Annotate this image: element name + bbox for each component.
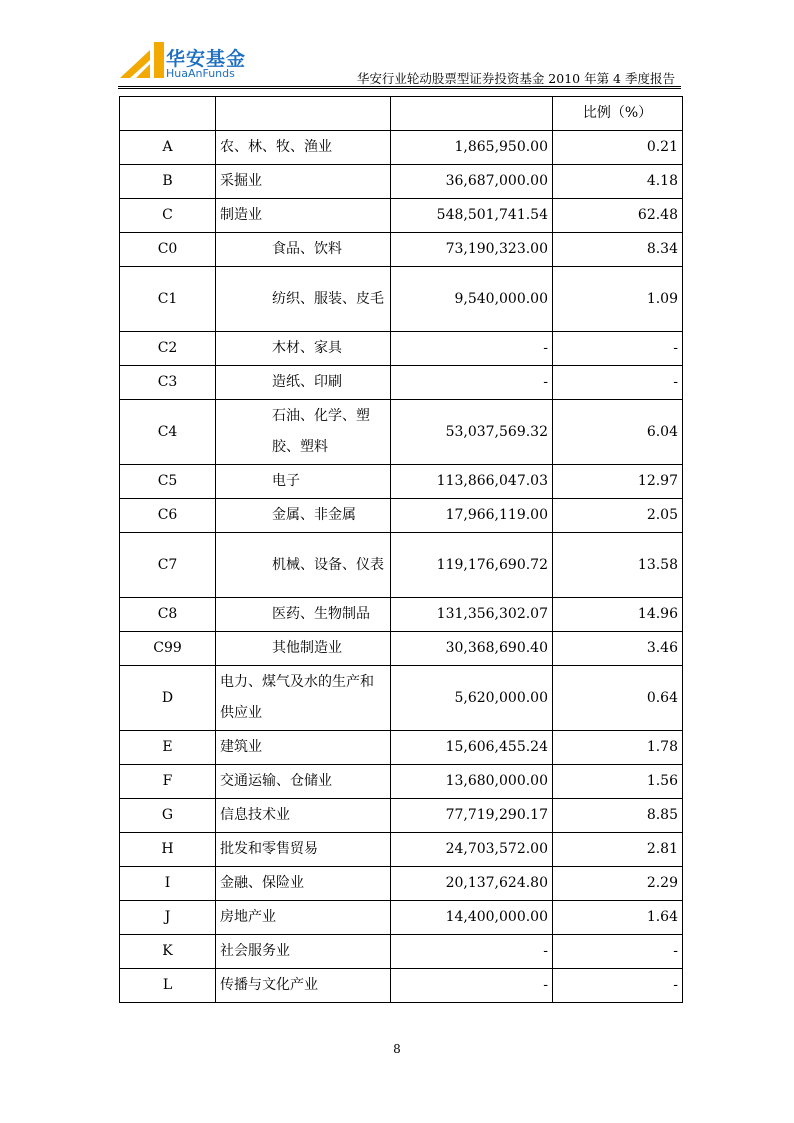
- cell-ratio: 2.05: [553, 499, 683, 533]
- header-divider-secondary: [118, 88, 681, 89]
- table-row: [120, 867, 683, 901]
- document-title: 华安行业轮动股票型证券投资基金 2010 年第 4 季度报告: [356, 71, 675, 86]
- cell-code: F: [120, 765, 216, 799]
- cell-industry: [216, 666, 391, 731]
- cell-ratio: 13.58: [553, 533, 683, 598]
- cell-value: 15,606,455.24: [391, 731, 553, 765]
- industry-allocation-table: [119, 96, 683, 1003]
- table-row: [120, 598, 683, 632]
- cell-industry: 批发和零售贸易: [216, 833, 391, 867]
- cell-industry: 交通运输、仓储业: [216, 765, 391, 799]
- cell-industry: 木材、家具: [216, 332, 391, 366]
- table-row: [120, 969, 683, 1003]
- table-row: [120, 765, 683, 799]
- cell-code: C: [120, 199, 216, 233]
- table-row: [120, 366, 683, 400]
- cell-industry: 建筑业: [216, 731, 391, 765]
- cell-ratio: 8.85: [553, 799, 683, 833]
- cell-ratio: 6.04: [553, 400, 683, 465]
- cell-code: C7: [120, 533, 216, 598]
- cell-code: E: [120, 731, 216, 765]
- table-row: [120, 533, 683, 598]
- cell-value: 113,866,047.03: [391, 465, 553, 499]
- table-row: [120, 833, 683, 867]
- cell-ratio: 1.56: [553, 765, 683, 799]
- cell-industry: 传播与文化产业: [216, 969, 391, 1003]
- cell-industry-text: 纺织、服装、皮毛: [272, 290, 384, 307]
- page-header: [118, 38, 681, 88]
- cell-industry: 信息技术业: [216, 799, 391, 833]
- header-cell-value: [391, 97, 553, 131]
- cell-industry: 医药、生物制品: [216, 598, 391, 632]
- logo-mark-icon: [120, 40, 166, 80]
- cell-industry: 社会服务业: [216, 935, 391, 969]
- cell-industry: 农、林、牧、渔业: [216, 131, 391, 165]
- table-row: [120, 935, 683, 969]
- cell-code: K: [120, 935, 216, 969]
- cell-ratio: -: [553, 935, 683, 969]
- cell-ratio: 12.97: [553, 465, 683, 499]
- cell-value: 1,865,950.00: [391, 131, 553, 165]
- cell-code: C99: [120, 632, 216, 666]
- cell-value: 17,966,119.00: [391, 499, 553, 533]
- cell-value: 53,037,569.32: [391, 400, 553, 465]
- cell-industry: 房地产业: [216, 901, 391, 935]
- cell-code: C4: [120, 400, 216, 465]
- cell-code: L: [120, 969, 216, 1003]
- table-row: [120, 666, 683, 731]
- header-divider: [118, 86, 681, 87]
- header-cell-ratio: 比例（%）: [553, 97, 683, 131]
- cell-industry: 其他制造业: [216, 632, 391, 666]
- cell-code: C1: [120, 267, 216, 332]
- table-row: [120, 731, 683, 765]
- cell-code: J: [120, 901, 216, 935]
- cell-code: C2: [120, 332, 216, 366]
- cell-value: 14,400,000.00: [391, 901, 553, 935]
- cell-value: 131,356,302.07: [391, 598, 553, 632]
- cell-code: C3: [120, 366, 216, 400]
- cell-value: 20,137,624.80: [391, 867, 553, 901]
- table-row: [120, 233, 683, 267]
- cell-code: B: [120, 165, 216, 199]
- cell-code: C8: [120, 598, 216, 632]
- table-row: [120, 131, 683, 165]
- cell-code: C5: [120, 465, 216, 499]
- table-row: [120, 901, 683, 935]
- cell-ratio: 3.46: [553, 632, 683, 666]
- cell-value: 9,540,000.00: [391, 267, 553, 332]
- table-row: [120, 400, 683, 465]
- cell-ratio: 4.18: [553, 165, 683, 199]
- cell-ratio: 0.64: [553, 666, 683, 731]
- table-row: [120, 267, 683, 332]
- cell-industry-text: 石油、化学、塑胶、塑料: [272, 408, 370, 455]
- cell-value: 77,719,290.17: [391, 799, 553, 833]
- cell-value: -: [391, 366, 553, 400]
- cell-value: -: [391, 935, 553, 969]
- header-cell-code: [120, 97, 216, 131]
- company-logo: [118, 38, 258, 84]
- cell-code: C0: [120, 233, 216, 267]
- cell-value: 13,680,000.00: [391, 765, 553, 799]
- table-row: [120, 632, 683, 666]
- table-row: [120, 199, 683, 233]
- table-row: [120, 465, 683, 499]
- cell-value: 73,190,323.00: [391, 233, 553, 267]
- cell-ratio: -: [553, 332, 683, 366]
- cell-ratio: 1.64: [553, 901, 683, 935]
- cell-industry: [216, 267, 391, 332]
- cell-industry: 金属、非金属: [216, 499, 391, 533]
- cell-ratio: 2.81: [553, 833, 683, 867]
- cell-value: 36,687,000.00: [391, 165, 553, 199]
- cell-industry: 电子: [216, 465, 391, 499]
- table-header-row: [120, 97, 683, 131]
- cell-code: A: [120, 131, 216, 165]
- cell-value: 119,176,690.72: [391, 533, 553, 598]
- cell-value: 548,501,741.54: [391, 199, 553, 233]
- table-row: [120, 499, 683, 533]
- cell-ratio: 62.48: [553, 199, 683, 233]
- cell-value: 24,703,572.00: [391, 833, 553, 867]
- cell-code: D: [120, 666, 216, 731]
- cell-ratio: 8.34: [553, 233, 683, 267]
- cell-industry-text: 机械、设备、仪表: [272, 556, 384, 573]
- cell-ratio: 0.21: [553, 131, 683, 165]
- cell-value: -: [391, 332, 553, 366]
- cell-industry: 采掘业: [216, 165, 391, 199]
- cell-industry: 食品、饮料: [216, 233, 391, 267]
- cell-value: 30,368,690.40: [391, 632, 553, 666]
- cell-industry: 金融、保险业: [216, 867, 391, 901]
- cell-industry: [216, 400, 391, 465]
- cell-industry: 制造业: [216, 199, 391, 233]
- cell-value: -: [391, 969, 553, 1003]
- cell-code: I: [120, 867, 216, 901]
- cell-ratio: 2.29: [553, 867, 683, 901]
- page-number: 8: [393, 1042, 401, 1056]
- cell-ratio: 1.78: [553, 731, 683, 765]
- table-row: [120, 165, 683, 199]
- cell-code: H: [120, 833, 216, 867]
- header-cell-industry: [216, 97, 391, 131]
- cell-ratio: 14.96: [553, 598, 683, 632]
- cell-ratio: 1.09: [553, 267, 683, 332]
- cell-industry-text: 电力、煤气及水的生产和供应业: [220, 674, 374, 721]
- cell-industry: 造纸、印刷: [216, 366, 391, 400]
- cell-ratio: -: [553, 366, 683, 400]
- cell-value: 5,620,000.00: [391, 666, 553, 731]
- cell-code: G: [120, 799, 216, 833]
- logo-english-text: HuaAnFunds: [166, 67, 235, 80]
- table-row: [120, 332, 683, 366]
- cell-ratio: -: [553, 969, 683, 1003]
- cell-industry: [216, 533, 391, 598]
- logo-chinese-text: 华安基金: [166, 48, 247, 70]
- table-row: [120, 799, 683, 833]
- cell-code: C6: [120, 499, 216, 533]
